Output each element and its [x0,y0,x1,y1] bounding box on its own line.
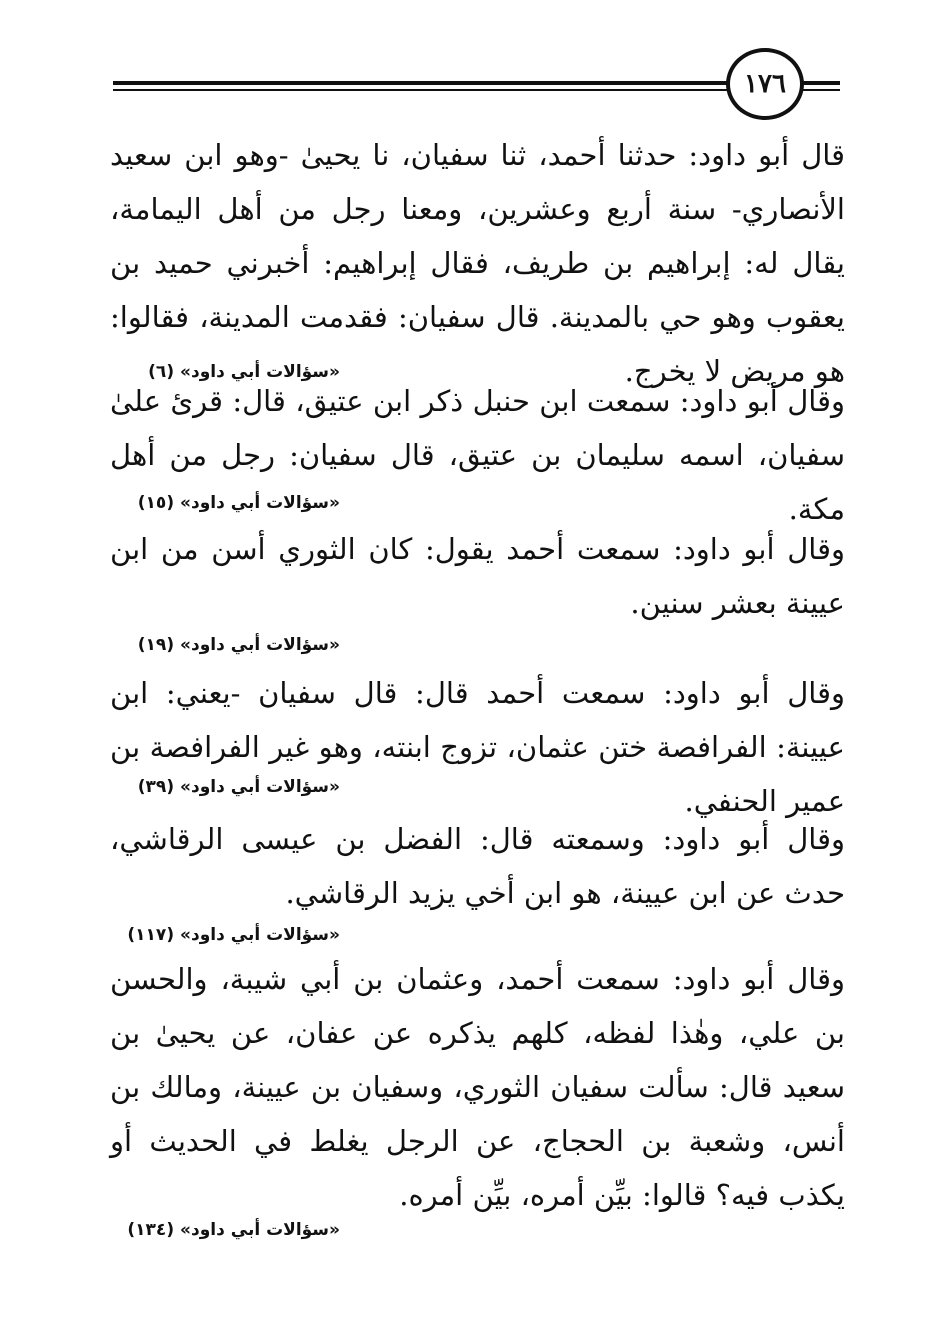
entry-1 [110,128,845,398]
page-header [0,0,938,120]
entry-text: وقال أبو داود: سمعت أحمد قال: قال سفيان -يعني: ابن عيينة: الفرافصة ختن عثمان، تزوج ابنته، وهو غير الفرافصة بن عمير الحنفي. [110,676,845,818]
entry-4 [110,666,845,828]
entry-source-6: «سؤالات أبي داود» (١٣٤) [127,1220,340,1240]
header-rule-thick [113,81,731,85]
entry-3 [110,522,845,630]
page-number-badge [726,48,804,120]
entry-text: وقال أبو داود: سمعت أحمد، وعثمان بن أبي شيبة، والحسن بن علي، وهٰذا لفظه، كلهم يذكره عن عفان، عن يحيىٰ بن سعيد قال: سألت سفيان الثوري، وسفيان بن عيينة، ومالك بن أنس، وشعبة بن الحجاج، عن الرجل يغلط في الحديث أو يكذب فيه؟ قالوا: بيِّن أمره، بيِّن أمره. [110,962,845,1212]
entry-5 [110,812,845,920]
entry-6 [110,952,845,1222]
entry-source-2: «سؤالات أبي داود» (١٥) [137,493,340,513]
entry-source-4: «سؤالات أبي داود» (٣٩) [137,777,340,797]
header-rule-thin-right [800,89,840,91]
entry-text: قال أبو داود: حدثنا أحمد، ثنا سفيان، نا يحيىٰ -وهو ابن سعيد الأنصاري- سنة أربع وعشرين، ومعنا رجل من أهل اليمامة، يقال له: إبراهيم بن طريف، فقال إبراهيم: أخبرني حميد بن يعقوب وهو حي بالمدينة. قال سفيان: فقدمت المدينة، فقالوا: هو مريض لا يخرج. [110,138,845,388]
entry-text: وقال أبو داود: سمعت ابن حنبل ذكر ابن عتيق، قال: قرئ علىٰ سفيان، اسمه سليمان بن عتيق، قال سفيان: رجل من أهل مكة. [110,384,845,526]
entry-source-5: «سؤالات أبي داود» (١١٧) [127,925,340,945]
header-rule-thick-right [800,81,840,85]
page-number: ١٧٦ [744,69,786,99]
header-rule-thin [113,89,731,91]
entry-text: وقال أبو داود: وسمعته قال: الفضل بن عيسى الرقاشي، حدث عن ابن عيينة، هو ابن أخي يزيد الرقاشي. [110,822,845,910]
entry-source-1: «سؤالات أبي داود» (٦) [148,362,340,382]
entry-source-3: «سؤالات أبي داود» (١٩) [137,635,340,655]
entry-text: وقال أبو داود: سمعت أحمد يقول: كان الثوري أسن من ابن عيينة بعشر سنين. [110,532,845,620]
